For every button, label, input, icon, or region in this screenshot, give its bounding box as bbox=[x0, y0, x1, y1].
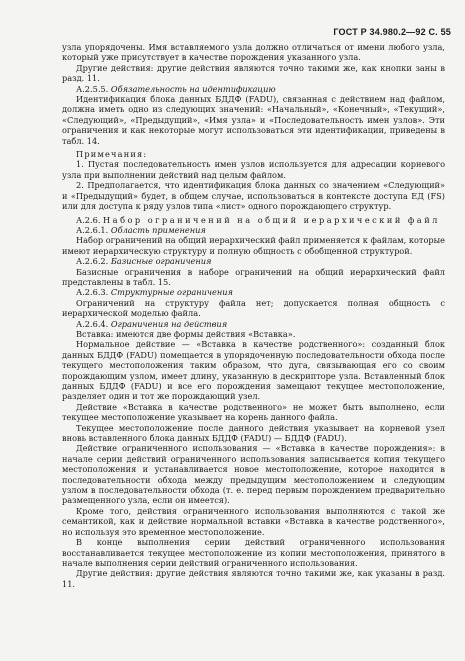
section-heading bbox=[62, 256, 445, 266]
paragraph: 2. Предполагается, что идентификация блока данных со значением «Следующий» и «Предыдущий» будет, в общем случае, использоваться в контексте доступа ЕД (FS) или для доступа к ряду узлов типа «лист» одного порождающего структур. bbox=[62, 180, 445, 212]
section-number: А.2.6. bbox=[76, 214, 101, 225]
paragraph: Другие действия: другие действия являются точно такими же, как указаны в разд. 11. bbox=[62, 568, 445, 589]
paragraph: Кроме того, действия ограниченного использования выполняются с такой же семантикой, как и действие нормальной вставки «Вставка в качестве родственного», но используя это временное местоположение. bbox=[62, 505, 445, 537]
paragraph: 1. Пустая последовательность имен узлов используется для адресации корневого узла при выполнении действий над целым файлом. bbox=[62, 159, 445, 180]
section-title: Структурные ограничения bbox=[110, 287, 233, 298]
notes-title: Примечания: bbox=[76, 149, 148, 160]
paragraph: Действие «Вставка в качестве родственного» не может быть выполнено, если текущее местоположение указывает на корень данного файла. bbox=[62, 401, 445, 423]
paragraph: Набор ограничений на общий иерархический файл применяется к файлам, которые имеют иерархическую структуру и полную общность с обобщенной структурой. bbox=[62, 235, 445, 256]
paragraph: В конце выполнения серии действий ограниченного использования восстанавливается текущее местоположение из копии местоположения, принятого в начале выполнения серии действий ограниченного использования. bbox=[62, 537, 445, 568]
section-title: Базисные ограничения bbox=[110, 256, 212, 267]
paragraph: Нормальное действие — «Вставка в качестве родственного»: созданный блок данных БДДФ (FADU) помещается в упорядоченную последовательности обхода после текущего местоположения таким образом, что дуга, связывающая его со своим порождающим узлом, имеет длину, указанную в дескрипторе узла. Вставленный блок данных БДДФ (FADU) и все его порождения замещают текущее местоположение, разделяет один и тот же порождающий узел. bbox=[62, 339, 445, 402]
section-number: А.2.6.4. bbox=[76, 318, 109, 329]
section-title: Набор ограничений на общий иерархический файл bbox=[103, 214, 440, 225]
section-heading bbox=[62, 84, 445, 94]
paragraph: Вставка: имеются две формы действия «Вставка». bbox=[76, 328, 296, 339]
paragraph: Ограничений на структуру файла нет; допускается полная общность с иерархической моделью файла. bbox=[62, 297, 445, 319]
section-heading bbox=[62, 319, 445, 329]
section-title: Область применения bbox=[110, 224, 206, 235]
section-title: Ограничения на действия bbox=[110, 318, 228, 329]
paragraph: Текущее местоположение после данного действия указывает на корневой узел вновь вставленного блока данных БДДФ (FADU) — БДДФ (FADU). bbox=[62, 422, 445, 444]
section-heading bbox=[62, 215, 445, 225]
section-number: А.2.6.3. bbox=[76, 287, 109, 298]
paragraph: Идентификация блока данных БДДФ (FADU), связанная с действием над файлом, должна иметь одно из следующих значений: «Начальный», «Конечный», «Текущий», «Следующий», «Предыдущий», «Имя узла» и «Последовательность имен узлов». Эти ограничения и как некоторые могут использоваться эти идентификации, приведены в табл. 14. bbox=[62, 94, 445, 146]
paragraph: узла упорядочены. Имя вставляемого узла должно отличаться от имени любого узла, который уже присутствует в качестве порождения указанного узла. bbox=[62, 42, 445, 63]
paragraph: Базисные ограничения в наборе ограничений на общий иерархический файл представлены в табл. 15. bbox=[62, 266, 445, 287]
document-body bbox=[62, 42, 445, 589]
paragraph: Действие ограниченного использования — «Вставка в качестве порождения»: в начале серии действий ограниченного использования записывается копия текущего местоположения и устанавливается новое местоположение, которое находится в последовательности обхода между предыдущим местоположением и следующим узлом в последовательности обхода (т. е. перед первым порождением предварительно размещенного узла, если он имеется). bbox=[62, 443, 445, 506]
paragraph: Другие действия: другие действия являются точно такими же, как кнопки заны в разд. 11. bbox=[62, 62, 445, 84]
section-number: А.2.6.2. bbox=[76, 256, 109, 267]
page-header: ГОСТ Р 34.980.2—92 С. 55 bbox=[333, 27, 451, 37]
section-title: Обязательность на идентификацию bbox=[110, 83, 276, 94]
section-number: А.2.6.1. bbox=[76, 224, 109, 235]
section-number: А.2.5.5. bbox=[76, 83, 109, 94]
section-heading bbox=[62, 225, 445, 235]
section-heading bbox=[62, 287, 445, 297]
